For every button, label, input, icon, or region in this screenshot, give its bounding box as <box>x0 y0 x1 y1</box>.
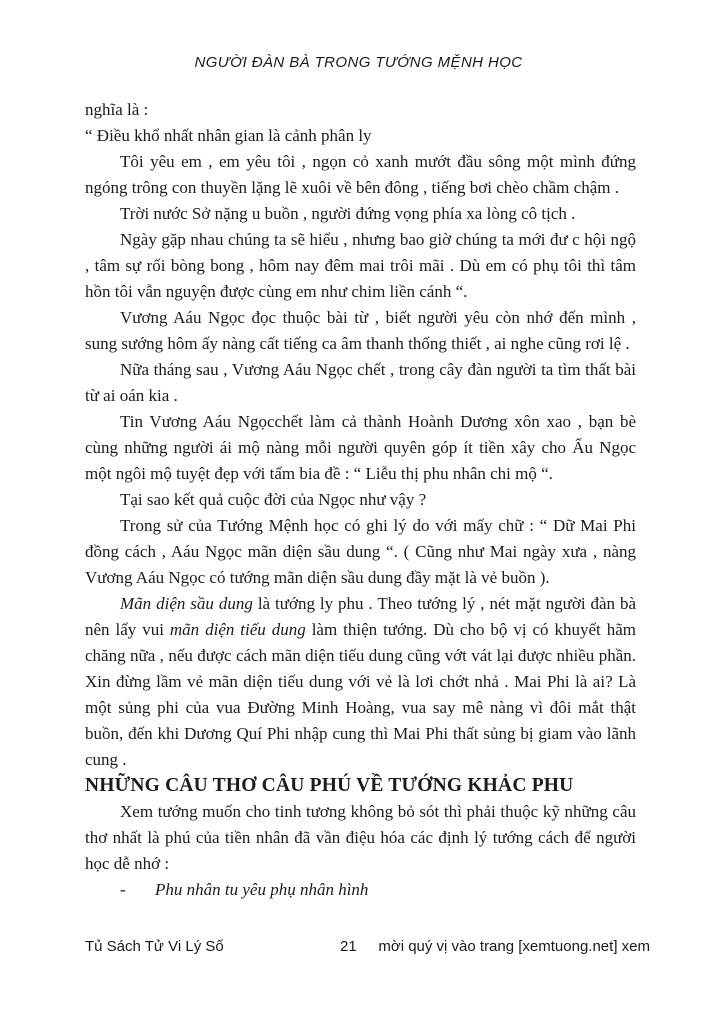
section-heading: NHỮNG CÂU THƠ CÂU PHÚ VỀ TƯỚNG KHẢC PHU <box>85 775 574 796</box>
list-item-text: Phu nhân tu yêu phụ nhân hình <box>155 880 369 899</box>
page-footer <box>85 936 650 958</box>
paragraph-8: Trong sử của Tướng Mệnh học có ghi lý do với mấy chữ : “ Dữ Mai Phi đồng cách , Aáu Ngọc mãn diện sầu dung “. ( Cũng như Mai ngày xưa , nàng Vương Aáu Ngọc có tướng mãn diện sầu dung đầy mặt là vẻ buồn ). <box>85 516 636 587</box>
running-header: NGƯỜI ĐÀN BÀ TRONG TƯỚNG MỆNH HỌC <box>194 54 523 71</box>
paragraph-5: Nữa tháng sau , Vương Aáu Ngọc chết , trong cây đàn người ta tìm thất bài từ ai oán kia . <box>85 360 636 405</box>
paragraph-3: Ngày gặp nhau chúng ta sẽ hiểu , nhưng bao giờ chúng ta mới đư c hội ngộ , tâm sự rối bòng bong , hôm nay đêm mai trôi mãi . Dù em có phụ tôi thì tâm hồn tôi vẫn nguyện được cùng em như chim liền cánh “. <box>85 230 636 301</box>
paragraph-6: Tin Vương Aáu Ngọcchết làm cả thành Hoành Dương xôn xao , bạn bè cùng những người ái mộ nàng mỗi người quyên góp ít tiền xây cho Ấu Ngọc một ngôi mộ tuyệt đẹp với tấm bia đề : “ Liễu thị phu nhân chi mộ “. <box>85 412 636 483</box>
paragraph-1: Tôi yêu em , em yêu tôi , ngọn cỏ xanh mướt đầu sông một mình đứng ngóng trông con thuyền lặng lẽ xuôi về bên đông , tiếng bơi chèo chầm chậm . <box>85 152 636 197</box>
paragraph-4: Vương Aáu Ngọc đọc thuộc bài từ , biết người yêu còn nhớ đến mình , sung sướng hôm ấy nàng cất tiếng ca âm thanh thống thiết , ai nghe cũng rơi lệ . <box>85 308 636 353</box>
footer-page-number: 21 <box>340 938 357 955</box>
paragraph-10: Xem tướng muốn cho tinh tương không bỏ sót thì phải thuộc kỹ những câu thơ nhất là phú của tiền nhân đã vần điệu hóa các định lý tướng cách để người học dễ nhớ : <box>85 802 636 873</box>
paragraph-7: Tại sao kết quả cuộc đời của Ngọc như vậy ? <box>120 490 427 509</box>
lead-in-line: nghĩa là : <box>85 100 149 119</box>
quote-line: “ Điều khổ nhất nhân gian là cảnh phân ly <box>85 126 372 145</box>
list-bullet-dash: - <box>120 880 126 899</box>
footer-series-title: Tủ Sách Tử Vi Lý Số <box>85 938 224 955</box>
footer-site-note: mời quý vị vào trang [xemtuong.net] xem <box>378 938 650 955</box>
paragraph-2: Trời nước Sở nặng u buồn , người đứng vọng phía xa lòng cô tịch . <box>120 204 576 223</box>
paragraph-9-mixed-italic: Mãn diện sầu dung là tướng ly phu . Theo tướng lý , nét mặt người đàn bà nên lấy vui mãn diện tiếu dung làm thiện tướng. Dù cho bộ vị có khuyết hãm chăng nữa , nếu được cách mãn diện tiếu dung cũng vớt vát lại được nhiều phần. Xin đừng lầm vẻ mãn diện tiếu dung với vẻ là lơi chớt nhả . Mai Phi là ai? Là một sủng phi của vua Đường Minh Hoàng, vua say mê nàng vì đôi mắt thật buồn, đến khi Dương Quí Phi nhập cung thì Mai Phi thất sủng bị giam vào lãnh cung . <box>85 594 637 769</box>
page-content <box>85 97 636 903</box>
list-item <box>120 877 636 903</box>
